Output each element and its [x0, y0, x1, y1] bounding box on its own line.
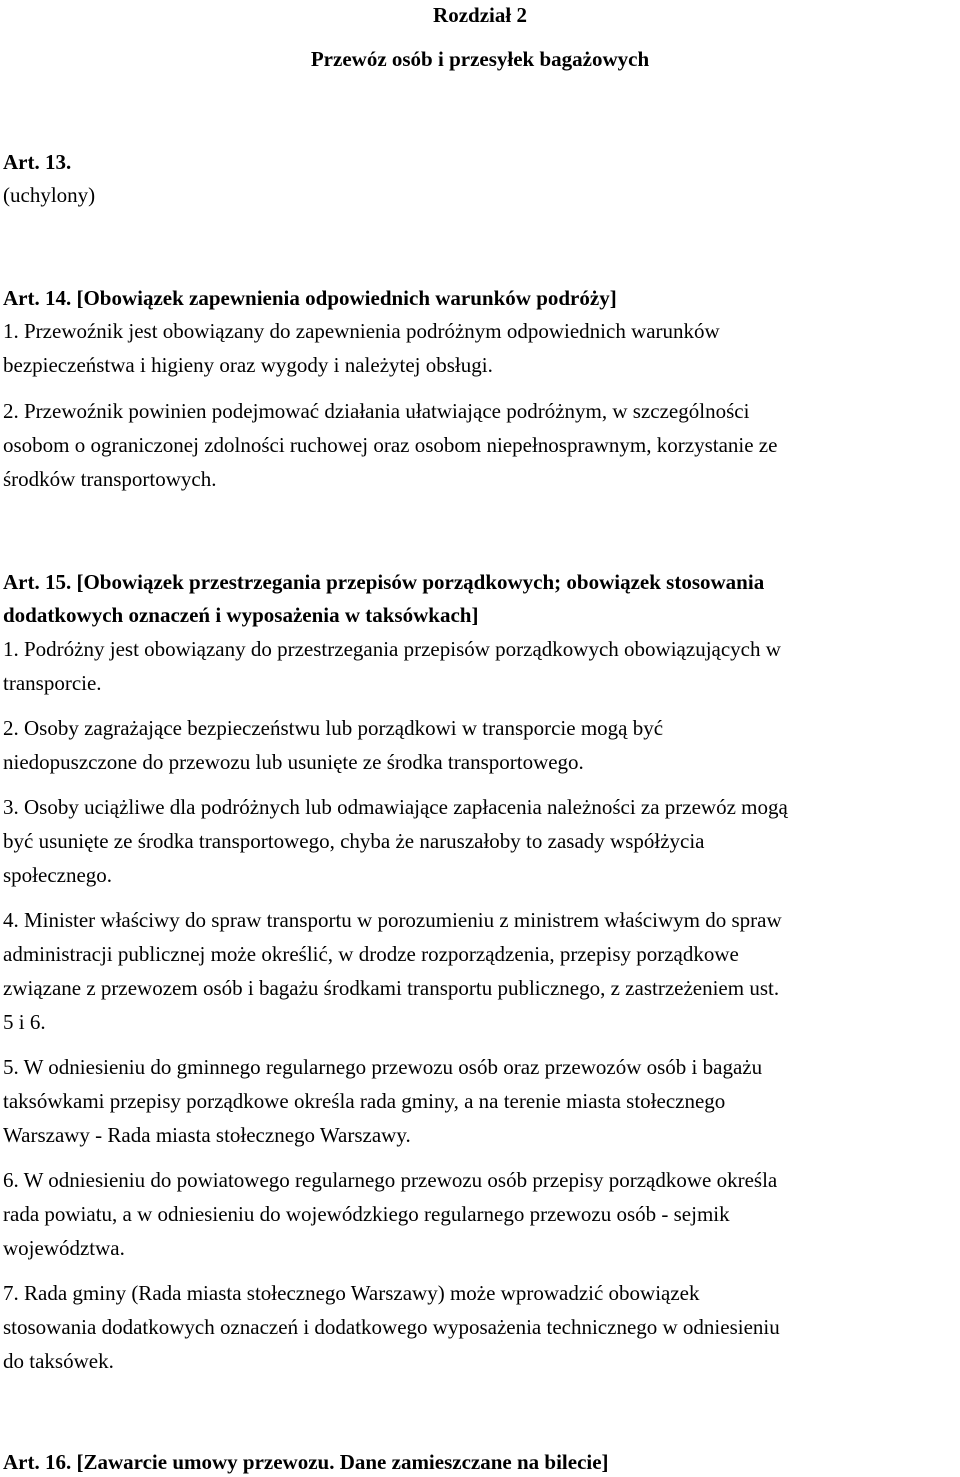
- art14-para2-line2: osobom o ograniczonej zdolności ruchowej oraz osobom niepełnosprawnym, korzystanie ze: [3, 433, 778, 457]
- art13-heading: Art. 13.: [3, 150, 72, 174]
- art14-para1-line1: 1. Przewoźnik jest obowiązany do zapewnienia podróżnym odpowiednich warunków: [3, 319, 720, 343]
- art14-para2-line1: 2. Przewoźnik powinien podejmować działania ułatwiające podróżnym, w szczególności: [3, 399, 750, 423]
- chapter-title: Przewóz osób i przesyłek bagażowych: [310, 47, 650, 71]
- chapter-number: Rozdział 2: [433, 3, 527, 27]
- art15-para3-line3: społecznego.: [3, 863, 113, 887]
- art15-para4-line4: 5 i 6.: [3, 1010, 46, 1034]
- art15-para3-line2: być usunięte ze środka transportowego, chyba że naruszałoby to zasady współżycia: [3, 829, 705, 853]
- art15-para7-line1: 7. Rada gminy (Rada miasta stołecznego Warszawy) może wprowadzić obowiązek: [3, 1281, 700, 1305]
- art15-para1-line1: 1. Podróżny jest obowiązany do przestrzegania przepisów porządkowych obowiązujących w: [3, 637, 781, 661]
- art15-para5-line3: Warszawy - Rada miasta stołecznego Warszawy.: [3, 1123, 411, 1147]
- art15-para2-line1: 2. Osoby zagrażające bezpieczeństwu lub porządkowi w transporcie mogą być: [3, 716, 664, 740]
- art15-para4-line2: administracji publicznej może określić, w drodze rozporządzenia, przepisy porządkowe: [3, 942, 739, 966]
- art15-heading-line1: Art. 15. [Obowiązek przestrzegania przepisów porządkowych; obowiązek stosowania: [3, 570, 765, 594]
- art16-heading: Art. 16. [Zawarcie umowy przewozu. Dane zamieszczane na bilecie]: [3, 1450, 609, 1474]
- art14-heading: Art. 14. [Obowiązek zapewnienia odpowiednich warunków podróży]: [3, 286, 617, 310]
- art15-para6-line3: województwa.: [3, 1236, 125, 1260]
- art15-para7-line2: stosowania dodatkowych oznaczeń i dodatkowego wyposażenia technicznego w odniesieniu: [3, 1315, 780, 1339]
- art15-para2-line2: niedopuszczone do przewozu lub usunięte ze środka transportowego.: [3, 750, 584, 774]
- art15-para5-line1: 5. W odniesieniu do gminnego regularnego przewozu osób oraz przewozów osób i bagażu: [3, 1055, 763, 1079]
- art15-para4-line1: 4. Minister właściwy do spraw transportu w porozumieniu z ministrem właściwym do spraw: [3, 908, 782, 932]
- art14-para1-line2: bezpieczeństwa i higieny oraz wygody i należytej obsługi.: [3, 353, 493, 377]
- art13-status: (uchylony): [3, 183, 96, 207]
- art15-heading-line2: dodatkowych oznaczeń i wyposażenia w taksówkach]: [3, 603, 479, 627]
- art15-para1-line2: transporcie.: [3, 671, 102, 695]
- art15-para7-line3: do taksówek.: [3, 1349, 114, 1373]
- art15-para6-line2: rada powiatu, a w odniesieniu do wojewódzkiego regularnego przewozu osób - sejmik: [3, 1202, 730, 1226]
- art14-para2-line3: środków transportowych.: [3, 467, 217, 491]
- art15-para6-line1: 6. W odniesieniu do powiatowego regularnego przewozu osób przepisy porządkowe określa: [3, 1168, 778, 1192]
- art15-para5-line2: taksówkami przepisy porządkowe określa rada gminy, a na terenie miasta stołecznego: [3, 1089, 726, 1113]
- art15-para3-line1: 3. Osoby uciążliwe dla podróżnych lub odmawiające zapłacenia należności za przewóz mogą: [3, 795, 788, 819]
- art15-para4-line3: związane z przewozem osób i bagażu środkami transportu publicznego, z zastrzeżeniem ust.: [3, 976, 780, 1000]
